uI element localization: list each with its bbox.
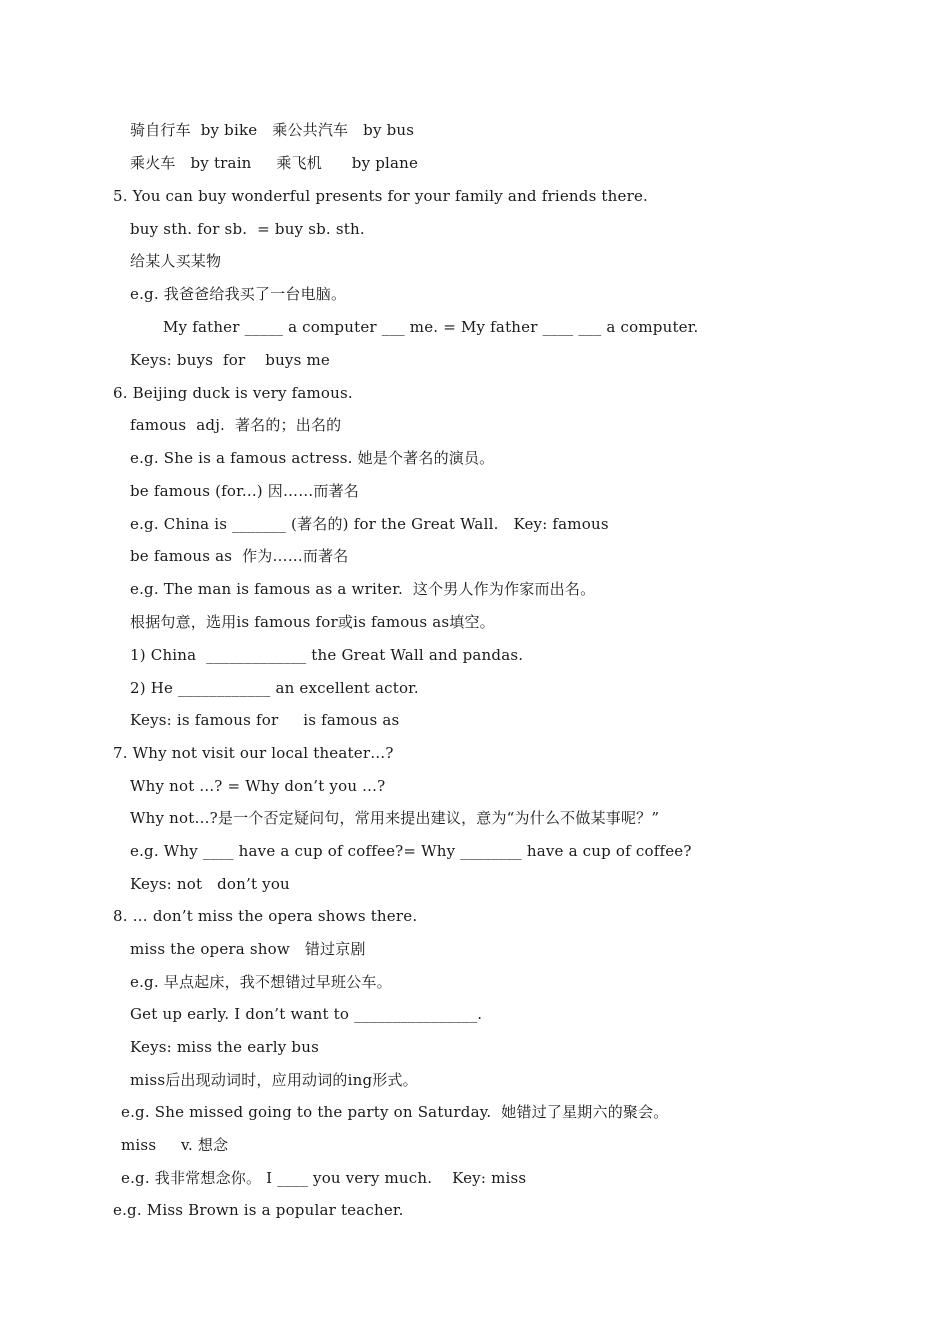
text-line: e.g. She is a famous actress. 她是个著名的演员。 (130, 449, 495, 467)
text-line: e.g. 早点起床，我不想错过早班公车。 (130, 973, 392, 991)
text-line: Keys: buys for buys me (130, 351, 330, 369)
section-heading: 6. Beijing duck is very famous. (113, 384, 353, 402)
text-line: miss后出现动词时，应用动词的ing形式。 (130, 1071, 418, 1089)
text-line: e.g. The man is famous as a writer. 这个男人作为作家而出名。 (130, 580, 596, 598)
text-line: be famous (for...) 因……而著名 (130, 482, 360, 500)
text-line: e.g. China is _______ (著名的) for the Great Wall. Key: famous (130, 515, 609, 533)
text-line: 1) China _____________ the Great Wall and pandas. (130, 646, 524, 664)
section-heading: 8. … don’t miss the opera shows there. (113, 907, 418, 925)
text-line: Keys: is famous for is famous as (130, 711, 400, 729)
section-heading: 7. Why not visit our local theater…? (113, 744, 394, 762)
text-line: e.g. 我爸爸给我买了一台电脑。 (130, 285, 347, 303)
text-line: Why not ...? = Why don’t you ...? (130, 777, 386, 795)
text-line: 2) He ____________ an excellent actor. (130, 679, 419, 697)
text-line: Keys: miss the early bus (130, 1038, 319, 1056)
text-line: miss v. 想念 (121, 1136, 229, 1154)
text-line: e.g. 我非常想念你。 I ____ you very much. Key: miss (121, 1169, 527, 1187)
text-line: Keys: not don’t you (130, 875, 290, 893)
text-line: 乘火车 by train 乘飞机 by plane (130, 154, 419, 172)
text-line: Why not…?是一个否定疑问句，常用来提出建议，意为“为什么不做某事呢？” (130, 809, 660, 827)
text-line: Get up early. I don’t want to ________________. (130, 1005, 483, 1023)
text-line: e.g. She missed going to the party on Saturday. 她错过了星期六的聚会。 (121, 1103, 669, 1121)
text-line: 根据句意，选用is famous for或is famous as填空。 (130, 613, 495, 631)
text-line: My father _____ a computer ___ me. = My father ____ ___ a computer. (163, 318, 699, 336)
text-line: be famous as 作为……而著名 (130, 547, 349, 565)
text-line: famous adj. 著名的；出名的 (130, 416, 342, 434)
text-line: 骑自行车 by bike 乘公共汽车 by bus (130, 121, 415, 139)
text-line: miss the opera show 错过京剧 (130, 940, 366, 958)
section-heading: 5. You can buy wonderful presents for your family and friends there. (113, 187, 649, 205)
text-line: buy sth. for sb. = buy sb. sth. (130, 220, 365, 238)
text-line: e.g. Why ____ have a cup of coffee?= Why ________ have a cup of coffee? (130, 842, 692, 860)
text-line: e.g. Miss Brown is a popular teacher. (113, 1201, 404, 1219)
text-line: 给某人买某物 (130, 252, 222, 270)
